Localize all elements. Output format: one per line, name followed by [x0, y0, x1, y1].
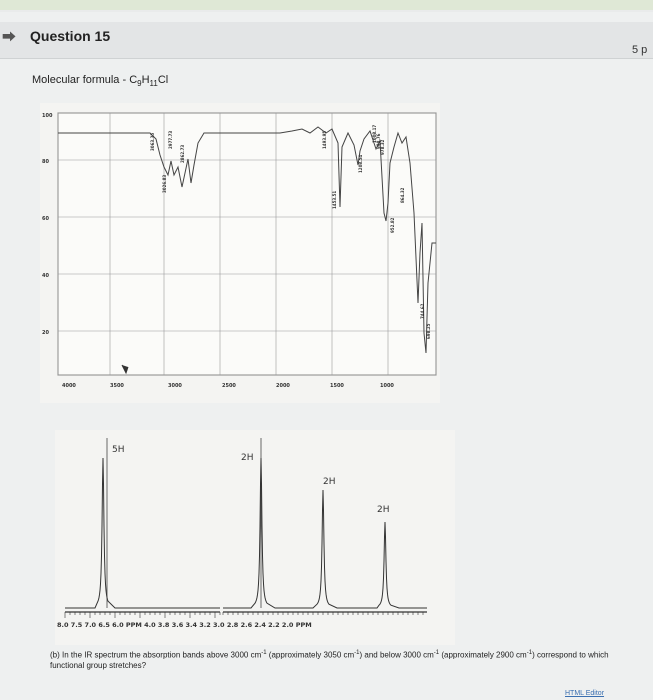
ir-peak-label: 978.32: [380, 139, 385, 155]
integration-2h-b: 2H: [323, 477, 336, 487]
question-text: [50, 648, 610, 671]
ir-peak-label: 1453.51: [332, 190, 337, 209]
question-title: Question 15: [30, 28, 111, 44]
prompt-sup-2: -1: [354, 650, 360, 656]
points-value: 5 p: [632, 44, 648, 56]
integration-2h-a: 2H: [241, 453, 254, 463]
ir-y-tick-label: 60: [42, 216, 49, 222]
ir-y-tick-label: 100: [42, 113, 53, 119]
formula-prefix: Molecular formula - C: [32, 74, 138, 86]
ir-peak-label: 998.76: [376, 133, 381, 149]
ir-x-tick-label: 2500: [222, 383, 236, 389]
ir-peak-label: 952.82: [390, 217, 395, 233]
ir-spectrum-plot: [40, 103, 440, 403]
html-editor-link[interactable]: HTML Editor: [565, 690, 605, 697]
ir-peak-label: 1493.95: [322, 130, 327, 149]
ir-y-tick-label: 40: [42, 273, 49, 279]
prompt-part-5: ) correspond to which functional group stretches?: [50, 650, 609, 670]
ir-y-tick-label: 80: [42, 159, 49, 165]
integration-2h-c: 2H: [377, 505, 390, 515]
ir-x-tick-label: 1000: [380, 383, 394, 389]
ir-peak-label: 744.62: [420, 303, 425, 319]
ir-x-tick-label: 1500: [330, 383, 344, 389]
formula-h-count: 11: [149, 79, 158, 89]
ir-peak-label: 698.25: [426, 323, 431, 339]
formula-c-count: 9: [137, 79, 142, 89]
nmr-spectrum-image: [55, 430, 455, 645]
ir-peak-label: 3063.35: [150, 132, 155, 151]
prompt-part-4: (approximately 2900 cm: [439, 650, 527, 660]
prompt-part-2: (approximately 3050 cm: [266, 650, 355, 660]
ir-x-tick-label: 3500: [110, 383, 124, 389]
ir-x-tick-label: 4000: [62, 383, 76, 389]
ir-x-tick-label: 2000: [276, 383, 290, 389]
ir-x-tick-label: 3000: [168, 383, 182, 389]
prompt-part-1: (b) In the IR spectrum the absorption bands above 3000 cm: [50, 650, 262, 660]
ppm-axis-labels: 8.0 7.5 7.0 6.5 6.0 PPM 4.0 3.8 3.6 3.4 3.2 3.0 2.8 2.6 2.4 2.2 2.0 PPM: [57, 621, 312, 629]
ir-peak-label: 1208.54: [358, 154, 363, 173]
formula-suffix: Cl: [157, 74, 169, 86]
prompt-part-3: ) and below 3000 cm: [359, 650, 434, 660]
ir-y-tick-label: 20: [42, 330, 49, 336]
collapse-arrow-icon[interactable]: ⮕: [2, 29, 16, 45]
nmr-spectrum-plot: [55, 430, 455, 645]
ir-peak-label: 864.32: [400, 187, 405, 203]
ir-peak-label: 2862.73: [180, 144, 185, 163]
ir-peak-label: 1008.17: [372, 124, 377, 143]
prompt-sup-1: -1: [261, 650, 267, 656]
prompt-sup-4: -1: [526, 650, 533, 656]
molecular-formula: [32, 74, 168, 88]
ir-peak-label: 2977.73: [168, 130, 173, 149]
integration-5h: 5H: [112, 445, 125, 455]
prompt-sup-3: -1: [433, 650, 440, 656]
browser-top-strip: [0, 0, 653, 10]
ir-peak-label: 3026.83: [162, 174, 167, 193]
formula-h: H: [141, 74, 150, 86]
ir-spectrum-image: [40, 103, 440, 403]
